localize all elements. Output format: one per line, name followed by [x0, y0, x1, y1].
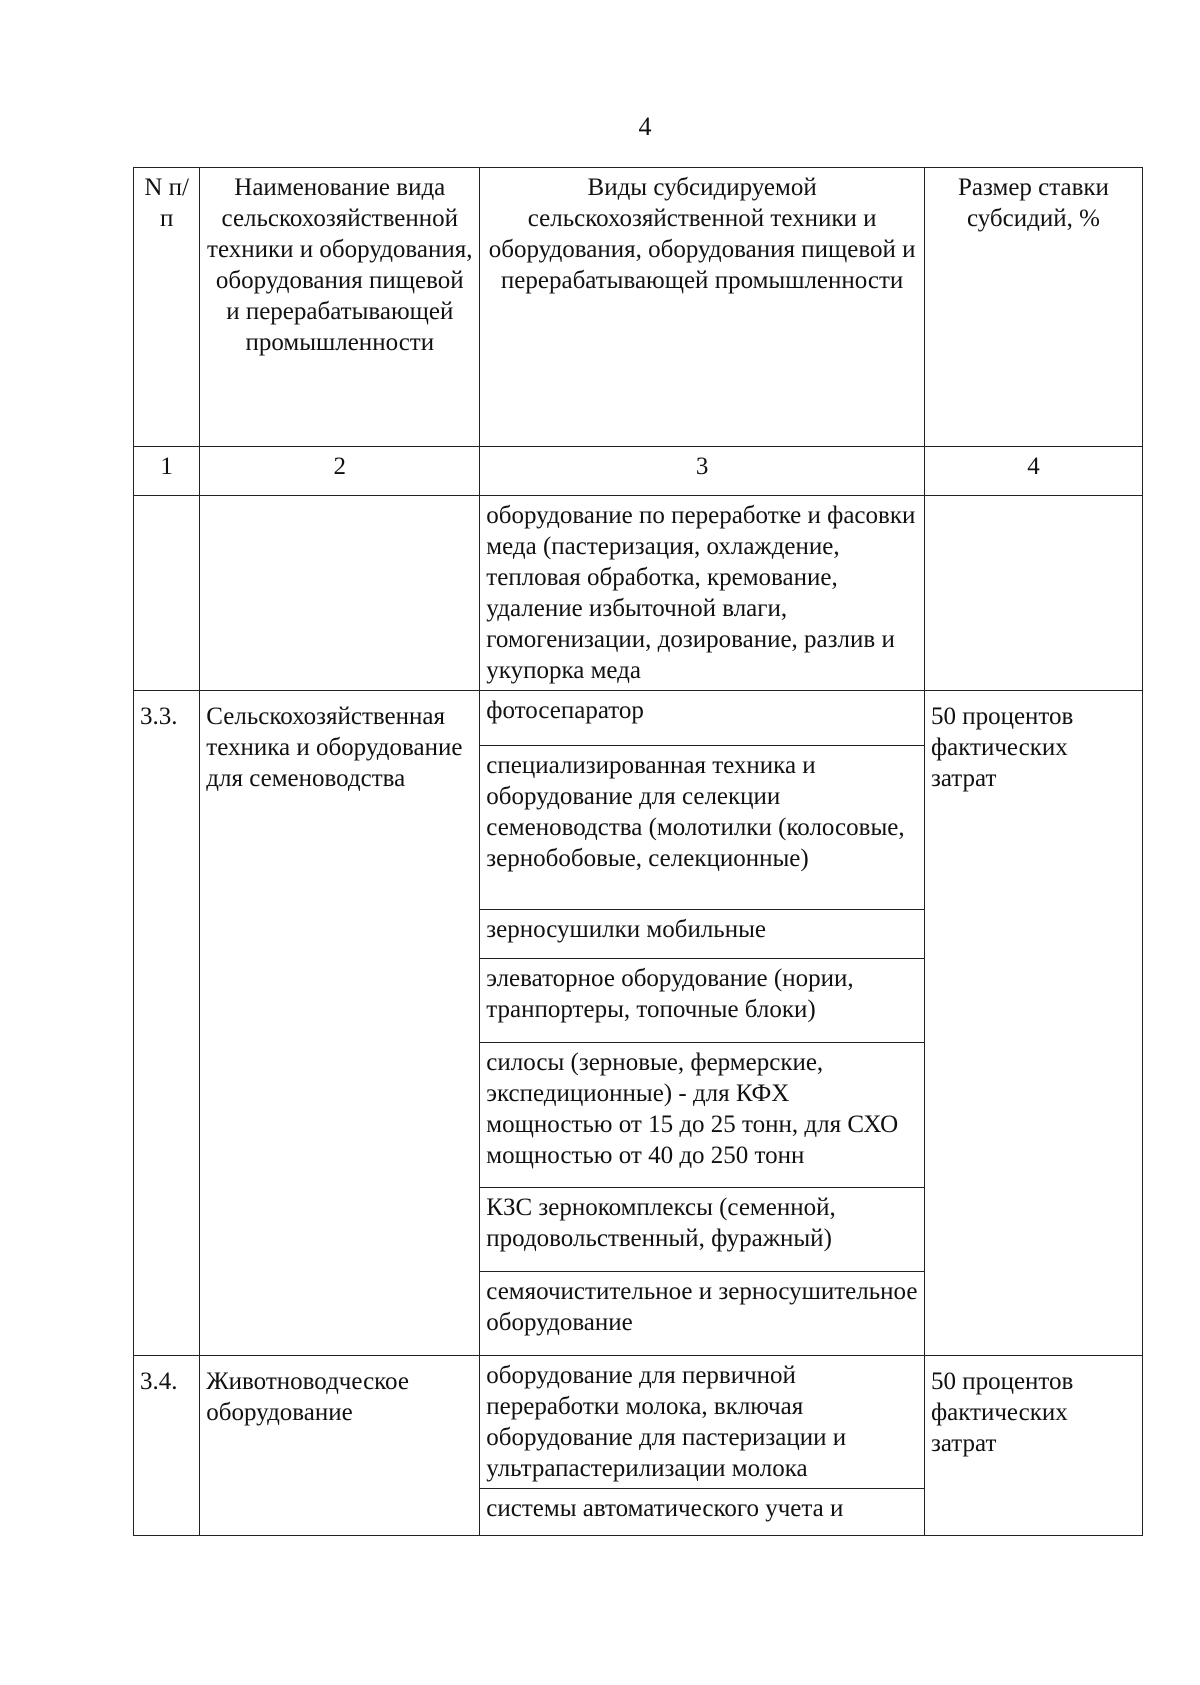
- column-number-row: [134, 447, 1143, 496]
- equipment-item: семяочистительное и зерносушительное оборудование: [486, 1278, 918, 1336]
- equipment-list: [480, 1356, 925, 1536]
- equipment-list: [480, 691, 925, 1356]
- table-row: [134, 1356, 1143, 1536]
- equipment-item: силосы (зерновые, фермерские, экспедиционные) - для КФХ мощностью от 15 до 25 тонн, для СХО мощностью от 40 до 250 тонн: [480, 1043, 924, 1188]
- subsidy-table: [133, 167, 1143, 1536]
- equipment-item: зерносушилки мобильные: [480, 910, 924, 959]
- header-col-rate: Размер ставки субсидий, %: [924, 168, 1142, 447]
- section-name: Животноводческое оборудование: [200, 1356, 480, 1536]
- equipment-item: КЗС зернокомплексы (семенной, продовольственный, фуражный): [480, 1188, 924, 1272]
- page-number: 4: [638, 112, 652, 141]
- equipment-item: оборудование по переработке и фасовки меда (пастеризация, охлаждение, тепловая обработка, кремование, удаление избыточной влаги, гомогенизации, дозирование, разлив и укупорка меда: [480, 496, 925, 691]
- equipment-item: специализированная техника и оборудование для селекции семеноводства (молотилки (колосовые, зернобобовые, селекционные): [480, 746, 924, 910]
- equipment-item: элеваторное оборудование (нории, транпортеры, топочные блоки): [480, 959, 924, 1043]
- section-number: 3.4.: [134, 1356, 200, 1536]
- column-number: 1: [134, 447, 200, 496]
- header-col-number: N п/п: [134, 168, 200, 447]
- column-number: 2: [200, 447, 480, 496]
- subsidy-rate: 50 процентов фактических затрат: [924, 1356, 1142, 1536]
- column-number: 3: [480, 447, 925, 496]
- equipment-item: фотосепаратор: [480, 691, 924, 746]
- header-col-types: Виды субсидируемой сельскохозяйственной техники и оборудования, оборудования пищевой и перерабатывающей промышленности: [480, 168, 925, 447]
- header-row: [134, 168, 1143, 447]
- header-col-name: Наименование вида сельскохозяйственной техники и оборудования, оборудования пищевой и перерабатывающей промышленности: [200, 168, 480, 447]
- table-row: [134, 496, 1143, 691]
- section-name: Сельскохозяйственная техника и оборудование для семеноводства: [200, 691, 480, 1356]
- equipment-item: оборудование для первичной переработки молока, включая оборудование для пастеризации и ультрапастерилизации молока: [480, 1356, 924, 1489]
- section-number: 3.3.: [134, 691, 200, 1356]
- column-number: 4: [924, 447, 1142, 496]
- subsidy-rate: 50 процентов фактических затрат: [924, 691, 1142, 1356]
- equipment-item: системы автоматического учета и: [486, 1495, 844, 1522]
- table-row: [134, 691, 1143, 1356]
